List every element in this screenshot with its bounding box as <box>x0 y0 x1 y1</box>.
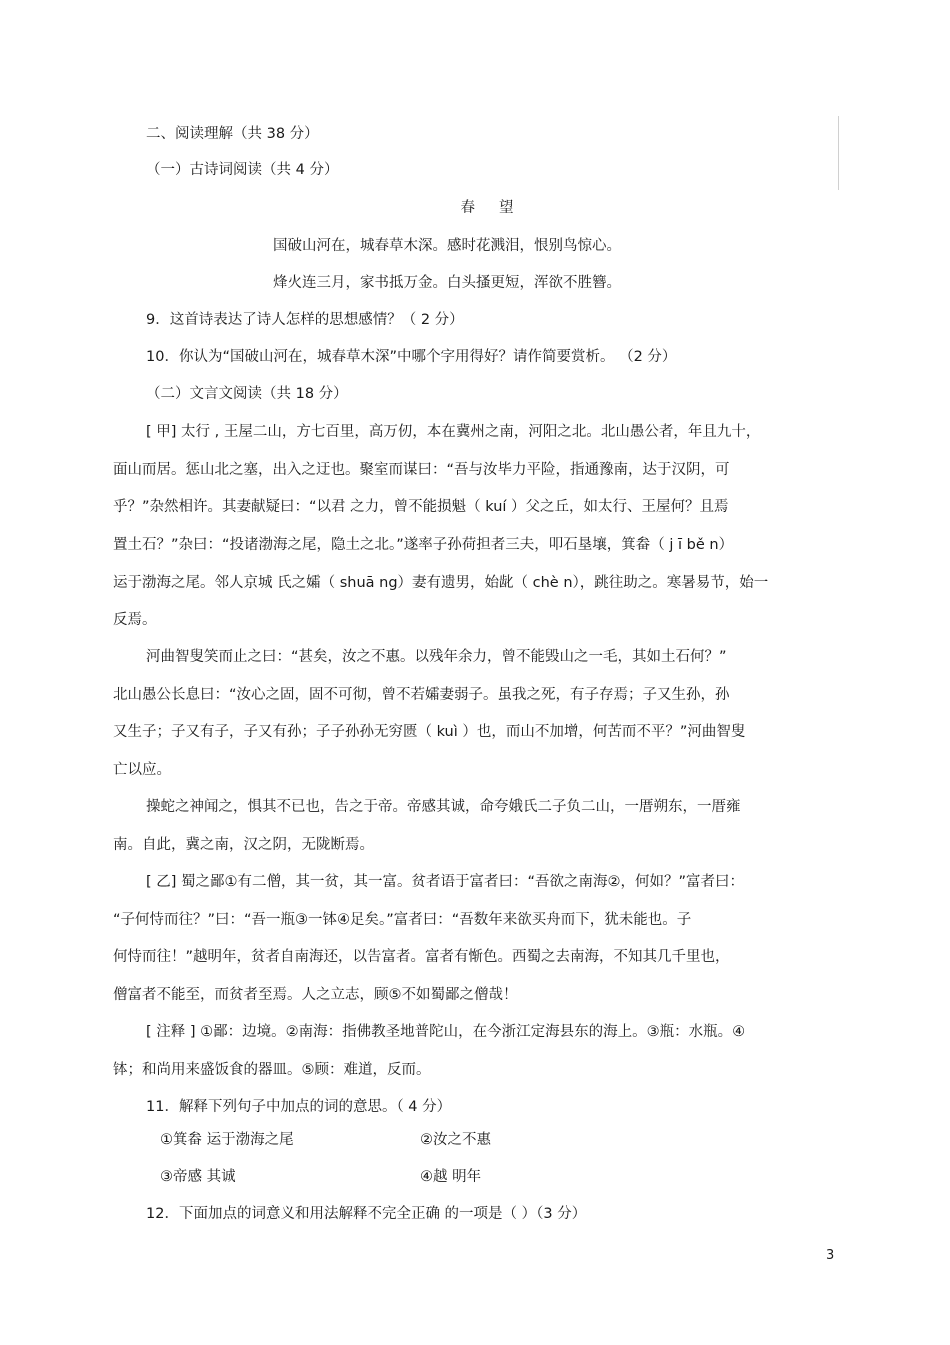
passage-yi-line: 僧富者不能至，而贫者至焉。人之立志，顾⑤不如蜀鄙之僧哉！ <box>113 987 518 1003</box>
passage-jia-line: [ 甲] 太行 , 王屋二山，方七百里，高万仞，本在冀州之南，河阳之北。北山愚公者，年且九十， <box>146 424 761 440</box>
passage-jia-line: 运于渤海之尾。邻人京城 氏之孀（ shuā ng）妻有遗男，始龀（ chè n），跳往助之。寒暑易节，始一 <box>113 575 769 591</box>
question-10: 10．你认为“国破山河在，城春草木深”中哪个字用得好？请作简要赏析。 （2 分） <box>146 349 677 365</box>
passage-jia-line: 乎？”杂然相许。其妻献疑曰：“以君 之力，曾不能损魁（ kuí ）父之丘，如太行、王屋何？且焉 <box>113 499 729 515</box>
passage-yi-line: [ 乙] 蜀之鄙①有二僧，其一贫，其一富。贫者语于富者曰：“吾欲之南海②，何如？”富者曰： <box>146 874 745 890</box>
margin-rule <box>838 116 839 190</box>
question-12: 12．下面加点的词意义和用法解释不完全正确 的一项是（ ）（3 分） <box>146 1206 587 1222</box>
question-11-item-3: ③帝感 其诚 <box>160 1169 236 1185</box>
passage-jia-line: 又生子；子又有子，子又有孙；子子孙孙无穷匮（ kuì ）也，而山不加增，何苦而不平？”河曲智叟 <box>113 724 746 740</box>
notes-line: 钵；和尚用来盛饭食的器皿。⑤顾：难道，反而。 <box>113 1062 431 1078</box>
passage-jia-line: 亡以应。 <box>113 762 171 778</box>
question-11-item-2: ②汝之不惠 <box>420 1132 491 1148</box>
question-11-item-4: ④越 明年 <box>420 1169 482 1185</box>
poem-title: 春望 <box>460 200 538 216</box>
passage-jia-line: 北山愚公长息曰：“汝心之固，固不可彻，曾不若孀妻弱子。虽我之死，有子存焉；子又生孙，孙 <box>113 687 730 703</box>
page-number: 3 <box>826 1248 835 1263</box>
passage-jia-line: 面山而居。惩山北之塞，出入之迂也。聚室而谋曰：“吾与汝毕力平险，指通豫南，达于汉阴，可 <box>113 462 730 478</box>
passage-jia-line: 置土石？”杂曰：“投诸渤海之尾，隐土之北。”遂率子孙荷担者三夫，叩石垦壤，箕畚（ j ī bě n） <box>113 537 734 553</box>
passage-jia-line: 操蛇之神闻之，惧其不已也，告之于帝。帝感其诚，命夸娥氏二子负二山，一厝朔东，一厝雍 <box>146 799 741 815</box>
passage-jia-line: 反焉。 <box>113 612 157 628</box>
passage-jia-line: 河曲智叟笑而止之曰：“甚矣，汝之不惠。以残年余力，曾不能毁山之一毛，其如土石何？” <box>146 649 727 665</box>
passage-jia-line: 南。自此，冀之南，汉之阴，无陇断焉。 <box>113 837 374 853</box>
question-9: 9．这首诗表达了诗人怎样的思想感情？（ 2 分） <box>146 312 464 328</box>
notes-line: [ 注释 ] ①鄙：边境。②南海：指佛教圣地普陀山，在今浙江定海县东的海上。③瓶：水瓶。④ <box>146 1024 746 1040</box>
section-heading-reading: 二、阅读理解（共 38 分） <box>146 126 319 142</box>
question-11: 11．解释下列句子中加点的词的意思。（ 4 分） <box>146 1099 452 1115</box>
passage-yi-line: 何恃而往！”越明年，贫者自南海还，以告富者。富者有惭色。西蜀之去南海，不知其几千里也， <box>113 949 730 965</box>
subsection-heading-classical: （二）文言文阅读（共 18 分） <box>146 386 348 402</box>
poem-line-1: 国破山河在，城春草木深。感时花溅泪，恨别鸟惊心。 <box>273 238 621 254</box>
passage-yi-line: “子何恃而往？”曰：“吾一瓶③一钵④足矣。”富者曰：“吾数年来欲买舟而下，犹未能也。子 <box>113 912 692 928</box>
question-11-item-1: ①箕畚 运于渤海之尾 <box>160 1132 294 1148</box>
subsection-heading-poetry: （一）古诗词阅读（共 4 分） <box>146 162 339 178</box>
poem-line-2: 烽火连三月，家书抵万金。白头搔更短，浑欲不胜簪。 <box>273 275 621 291</box>
